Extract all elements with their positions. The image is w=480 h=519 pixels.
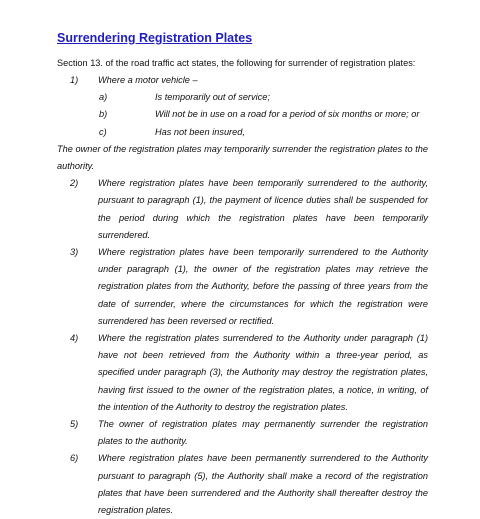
sub-item-b [99, 106, 428, 123]
list-item-number: 4) [70, 333, 79, 344]
list-item-text: The owner of registration plates may permanently surrender the registration plates to the authority. [98, 419, 428, 447]
sub-item-letter: c) [99, 126, 107, 137]
sub-item-text: Has not been insured, [155, 126, 245, 137]
list-item-number: 1) [70, 75, 79, 85]
list-item-number: 5) [70, 419, 79, 430]
sub-item-a [99, 89, 428, 106]
list-item-number: 6) [70, 453, 79, 464]
sub-item-c [99, 124, 428, 141]
intro-paragraph: Section 13. of the road traffic act states, the following for surrender of registration plates: [57, 58, 416, 68]
list-item-2 [70, 175, 428, 244]
list-item-number: 2) [70, 178, 79, 189]
list-item-number: 3) [70, 247, 79, 258]
list-item-1 [70, 72, 428, 89]
list-item-text: Where registration plates have been temporarily surrendered to the authority, pursuant to paragraph (1), the payment of licence duties shall be suspended for the period during which the registration plates have been temporarily surrendered. [98, 178, 428, 240]
list-item-4 [70, 330, 428, 416]
list-item-5 [70, 416, 428, 450]
list-item-text: Where registration plates have been temporarily surrendered to the Authority under paragraph (1), the owner of the registration plates may retrieve the registration plates from the Authority, before the passing of three years from the date of surrender, where the circumstances for which the registration were surrendered has been reversed or rectified. [98, 247, 428, 326]
document-title: Surrendering Registration Plates [57, 31, 253, 45]
list-item-text: Where the registration plates surrendered to the Authority under paragraph (1) have not been retrieved from the Authority within a three-year period, as specified under paragraph (3), the Authority may destroy the registration plates, having first issued to the owner of the registration plates, a notice, in writing, of the intention of the Authority to destroy the registration plates. [98, 333, 428, 412]
sub-item-letter: a) [99, 92, 108, 103]
sub-item-text: Is temporarily out of service; [155, 92, 270, 103]
list-item-3 [70, 244, 428, 330]
list-item-text: Where a motor vehicle – [98, 75, 198, 85]
list-item-6 [70, 450, 428, 519]
sub-item-letter: b) [99, 109, 108, 120]
list-item-text: Where registration plates have been permanently surrendered to the Authority pursuant to paragraph (5), the Authority shall make a record of the registration plates that have been surrendered and the Authority shall thereafter destroy the registration plates. [98, 453, 428, 516]
body-paragraph: The owner of the registration plates may temporarily surrender the registration plates to the authority. [57, 143, 428, 172]
sub-item-text: Will not be in use on a road for a period of six months or more; or [155, 109, 420, 120]
